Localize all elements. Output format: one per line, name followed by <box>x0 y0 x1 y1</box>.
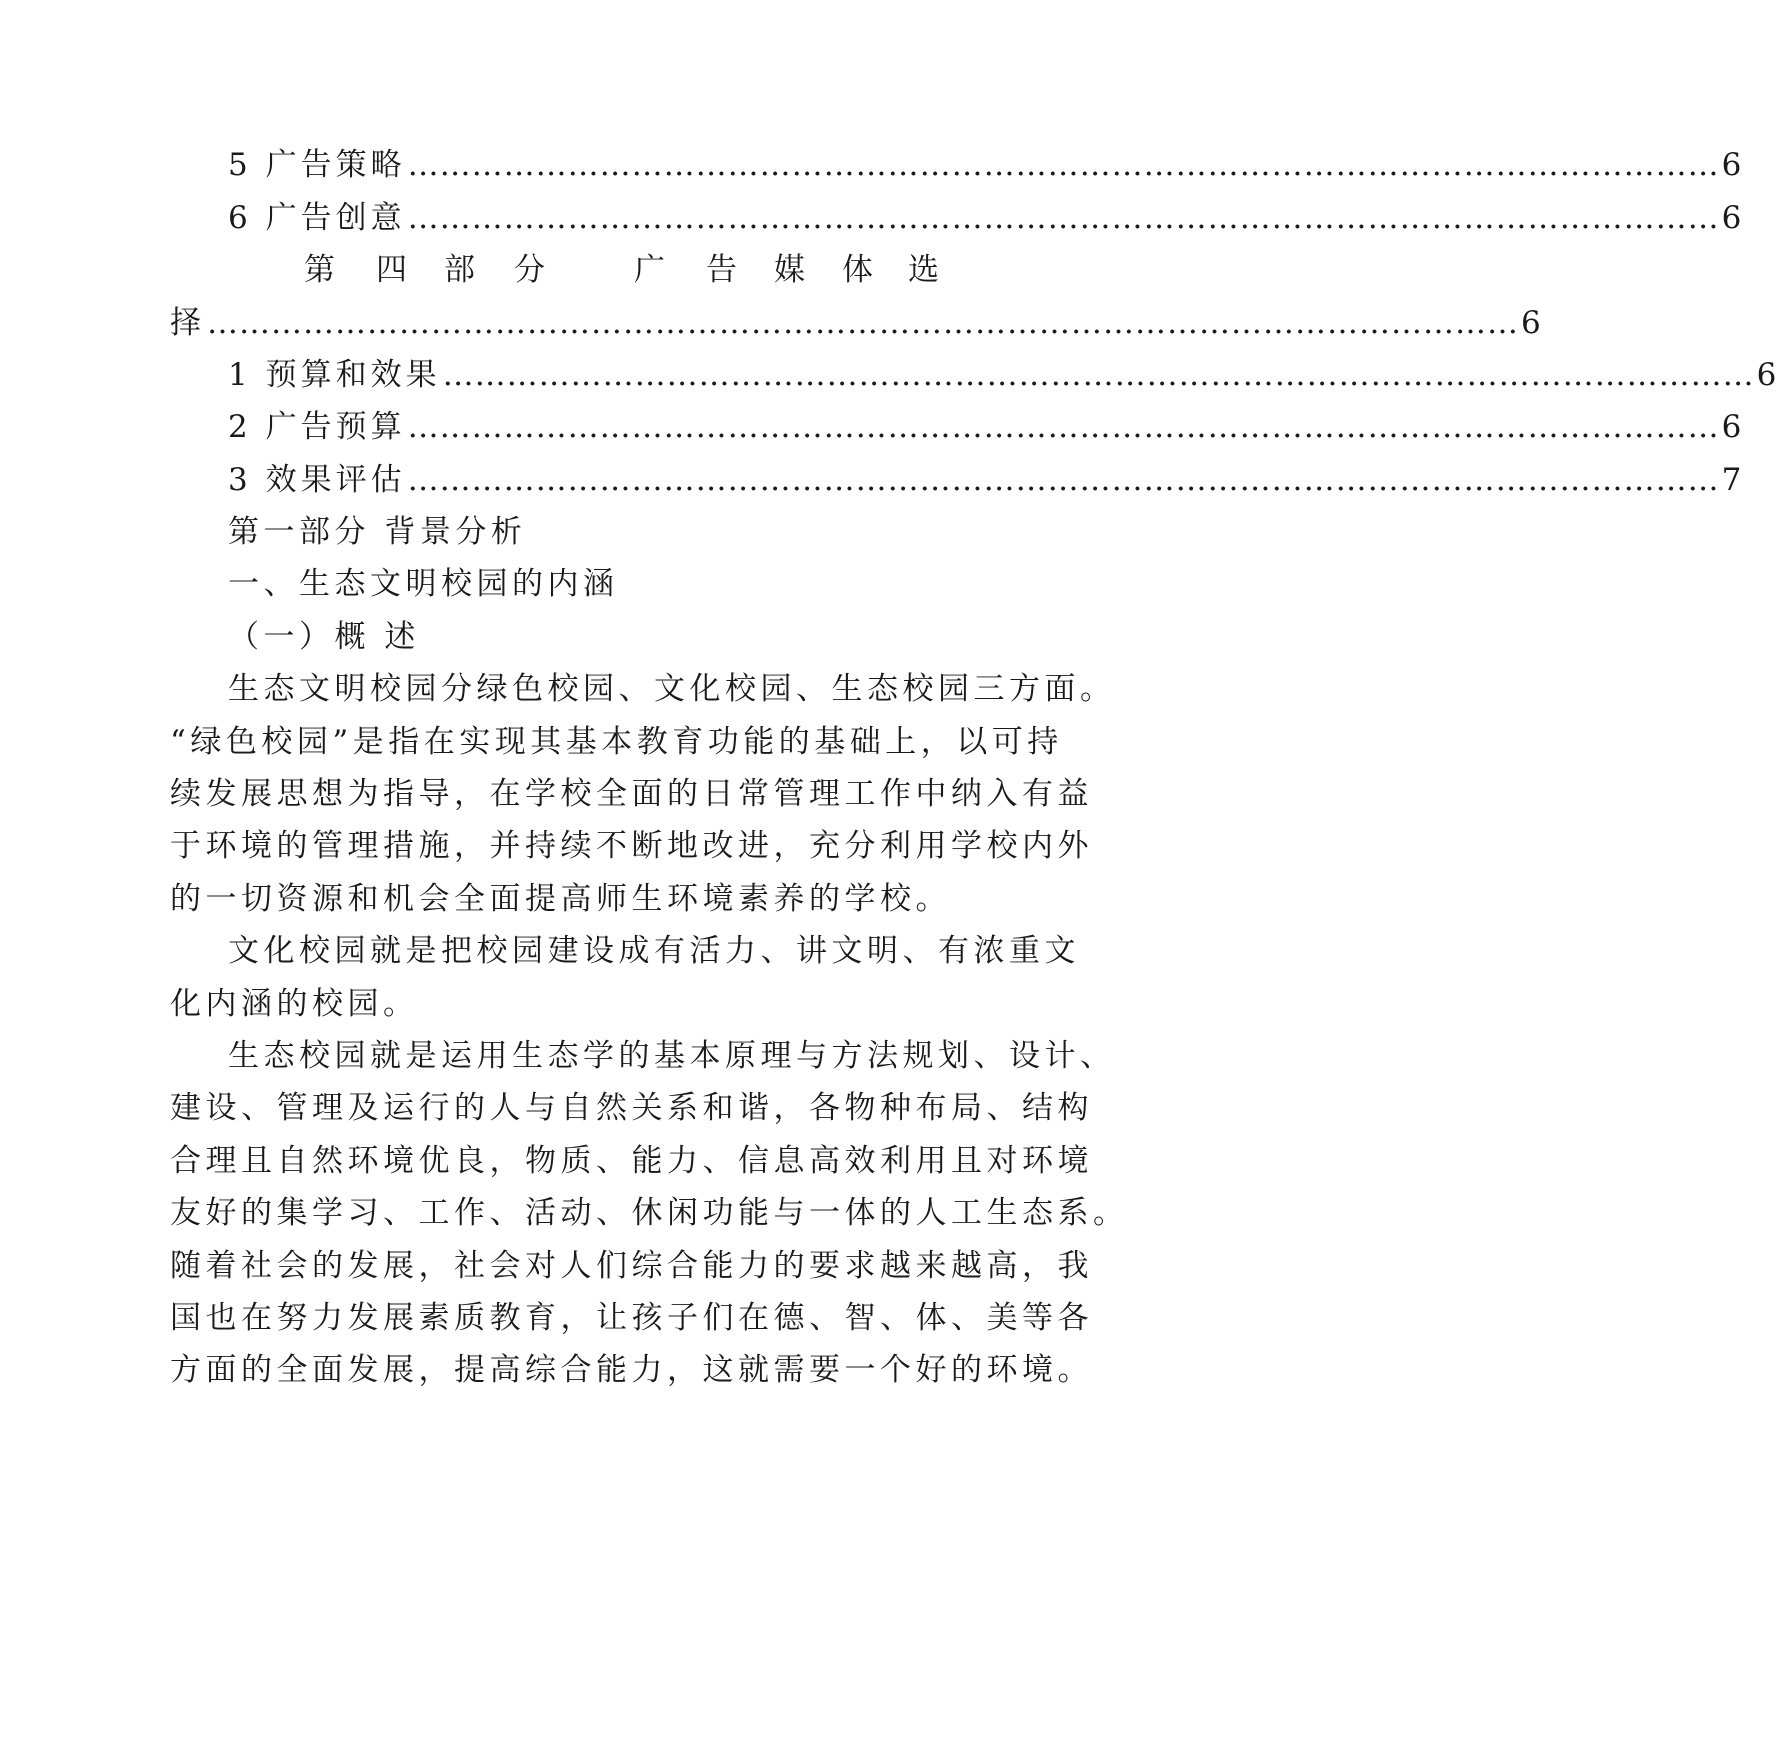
toc-entry-part-four <box>304 241 938 299</box>
toc-page-number: 6 <box>1721 409 1742 445</box>
toc-entry-label: 3 效果评估 <box>228 462 406 498</box>
toc-entry <box>228 136 1742 194</box>
body-line: 随着社会的发展，社会对人们综合能力的要求越来越高，我 <box>170 1248 1093 1284</box>
toc-spread-char: 体 <box>842 252 873 288</box>
body-line: 生态文明校园分绿色校园、文化校园、生态校园三方面。 <box>228 671 1116 707</box>
toc-spread-char: 媒 <box>774 252 805 288</box>
body-line: 国也在努力发展素质教育，让孩子们在德、智、体、美等各 <box>170 1300 1093 1336</box>
body-line: 文化校园就是把校园建设成有活力、讲文明、有浓重文 <box>228 933 1080 969</box>
toc-page-number: 6 <box>1721 147 1742 183</box>
toc-entry-label: 2 广告预算 <box>228 409 406 445</box>
toc-leader-dots: …………………………………………………………………………………………………………… <box>407 462 1720 498</box>
part-title: 第一部分 背景分析 <box>228 514 527 550</box>
toc-spread-char: 部 <box>444 252 475 288</box>
body-line: 于环境的管理措施，并持续不断地改进，充分利用学校内外 <box>170 828 1093 864</box>
toc-leader-dots: …………………………………………………………………………………………………………… <box>442 357 1755 393</box>
toc-entry-label: 1 预算和效果 <box>228 357 441 393</box>
toc-page-number: 7 <box>1721 462 1742 498</box>
body-line: 的一切资源和机会全面提高师生环境素养的学校。 <box>170 881 951 917</box>
toc-page-number: 6 <box>1521 305 1541 341</box>
toc-leader-dots: …………………………………………………………………………………………………………… <box>407 147 1720 183</box>
body-line: 方面的全面发展，提高综合能力，这就需要一个好的环境。 <box>170 1352 1093 1388</box>
toc-spread-char: 四 <box>376 252 407 288</box>
toc-entry <box>228 189 1742 247</box>
body-line: 续发展思想为指导，在学校全面的日常管理工作中纳入有益 <box>170 776 1093 812</box>
toc-page-number: 6 <box>1756 357 1776 393</box>
toc-leader-dots: …………………………………………………………………………………………………………… <box>407 409 1720 445</box>
body-line: 友好的集学习、工作、活动、休闲功能与一体的人工生态系。 <box>170 1195 1129 1231</box>
toc-spread-char: 分 <box>514 252 545 288</box>
body-line: 建设、管理及运行的人与自然关系和谐，各物种布局、结构 <box>170 1090 1093 1126</box>
subsection-title: （一）概 述 <box>228 619 420 655</box>
toc-leader-dots: …………………………………………………………………………………………………………… <box>207 305 1519 341</box>
toc-entry-continuation <box>170 294 1541 352</box>
toc-spread-char: 第 <box>304 252 335 288</box>
toc-leader-dots: …………………………………………………………………………………………………………… <box>407 200 1720 236</box>
body-line: 合理且自然环境优良，物质、能力、信息高效利用且对环境 <box>170 1143 1093 1179</box>
toc-entry-label: 择 <box>170 305 205 341</box>
body-line: “绿色校园”是指在实现其基本教育功能的基础上，以可持 <box>170 724 1063 760</box>
body-line: 生态校园就是运用生态学的基本原理与方法规划、设计、 <box>228 1038 1116 1074</box>
toc-entry <box>228 398 1742 456</box>
toc-entry-label: 6 广告创意 <box>228 200 406 236</box>
chapter-title: 一、生态文明校园的内涵 <box>228 566 619 602</box>
toc-spread-char: 广 <box>634 252 665 288</box>
toc-entry-label: 5 广告策略 <box>228 147 406 183</box>
toc-page-number: 6 <box>1721 200 1742 236</box>
toc-spread-char: 选 <box>908 252 939 288</box>
toc-entry <box>228 346 1776 404</box>
toc-spread-char: 告 <box>706 252 737 288</box>
body-line: 化内涵的校园。 <box>170 986 419 1022</box>
toc-entry <box>228 451 1742 509</box>
